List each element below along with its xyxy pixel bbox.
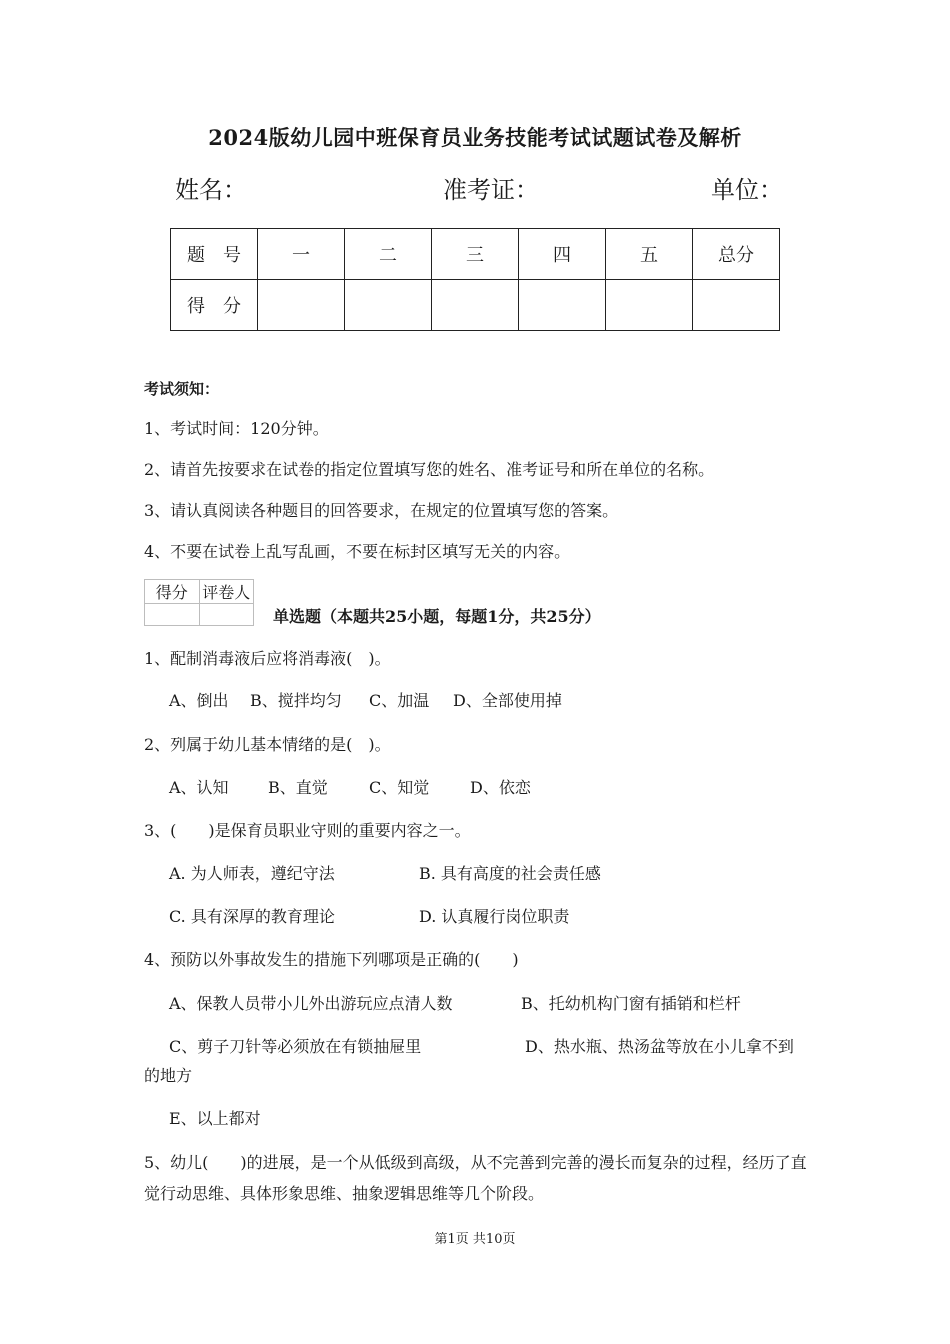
option: D、全部使用掉 xyxy=(453,691,562,710)
notice-item: 1、考试时间：120分钟。 xyxy=(144,419,329,438)
score-table-header-cell: 三 xyxy=(432,229,519,280)
grader-score-cell[interactable] xyxy=(145,604,200,626)
question-stem: 5、幼儿( )的进展，是一个从低级到高级，从不完善到完善的漫长而复杂的过程，经历了直觉行动思维、具体形象思维、抽象逻辑思维等几个阶段。 xyxy=(144,1153,807,1203)
option: D. 认真履行岗位职责 xyxy=(419,907,570,926)
grader-box xyxy=(144,579,254,626)
question-stem: 4、预防以外事故发生的措施下列哪项是正确的( ) xyxy=(144,950,519,969)
score-table-header-cell: 题 号 xyxy=(171,229,258,280)
option: C、剪子刀针等必须放在有锁抽屉里 xyxy=(169,1037,422,1056)
score-cell[interactable] xyxy=(432,280,519,331)
score-table-header-cell: 一 xyxy=(258,229,345,280)
option: B. 具有高度的社会责任感 xyxy=(419,864,601,883)
option: A、倒出 xyxy=(169,691,229,710)
option: C、知觉 xyxy=(369,778,430,797)
grader-score-label: 得分 xyxy=(145,580,200,604)
page-footer: 第1页 共10页 xyxy=(434,1232,516,1247)
score-cell[interactable] xyxy=(519,280,606,331)
score-cell[interactable] xyxy=(345,280,432,331)
notice-heading: 考试须知： xyxy=(144,380,220,398)
option: A、保教人员带小儿外出游玩应点清人数 xyxy=(169,994,453,1013)
grader-name-cell[interactable] xyxy=(199,604,254,626)
score-table-header-cell: 总分 xyxy=(693,229,780,280)
option: C. 具有深厚的教育理论 xyxy=(169,907,335,926)
score-table xyxy=(170,228,780,331)
score-cell[interactable] xyxy=(606,280,693,331)
option: D、依恋 xyxy=(470,778,531,797)
question-stem: 1、配制消毒液后应将消毒液( )。 xyxy=(144,649,391,668)
name-label: 姓名： xyxy=(175,176,247,204)
score-table-header-cell: 二 xyxy=(345,229,432,280)
exam-id-label: 准考证： xyxy=(443,176,539,204)
option-continuation: 的地方 xyxy=(144,1066,193,1085)
option: C、加温 xyxy=(369,691,430,710)
option: B、托幼机构门窗有插销和栏杆 xyxy=(521,994,741,1013)
notice-item: 2、请首先按要求在试卷的指定位置填写您的姓名、准考证号和所在单位的名称。 xyxy=(144,460,715,479)
option: A. 为人师表，遵纪守法 xyxy=(169,864,335,883)
score-cell[interactable] xyxy=(693,280,780,331)
option: D、热水瓶、热汤盆等放在小儿拿不到 xyxy=(525,1037,794,1056)
grader-name-label: 评卷人 xyxy=(199,580,254,604)
score-table-header-cell: 五 xyxy=(606,229,693,280)
question-stem: 2、列属于幼儿基本情绪的是( )。 xyxy=(144,735,391,754)
notice-item: 4、不要在试卷上乱写乱画，不要在标封区填写无关的内容。 xyxy=(144,542,571,561)
unit-label: 单位： xyxy=(711,176,783,204)
question-stem: 3、( )是保育员职业守则的重要内容之一。 xyxy=(144,821,471,840)
score-table-header-row xyxy=(171,229,780,280)
option: B、直觉 xyxy=(268,778,328,797)
score-row-label: 得 分 xyxy=(171,280,258,331)
score-table-score-row xyxy=(171,280,780,331)
page-title: 2024版幼儿园中班保育员业务技能考试试题试卷及解析 xyxy=(208,125,742,150)
option: E、以上都对 xyxy=(169,1109,261,1128)
score-table-header-cell: 四 xyxy=(519,229,606,280)
option: A、认知 xyxy=(169,778,229,797)
score-cell[interactable] xyxy=(258,280,345,331)
option: B、搅拌均匀 xyxy=(250,691,342,710)
notice-item: 3、请认真阅读各种题目的回答要求，在规定的位置填写您的答案。 xyxy=(144,501,619,520)
section-title: 单选题（本题共25小题，每题1分，共25分） xyxy=(273,607,601,626)
